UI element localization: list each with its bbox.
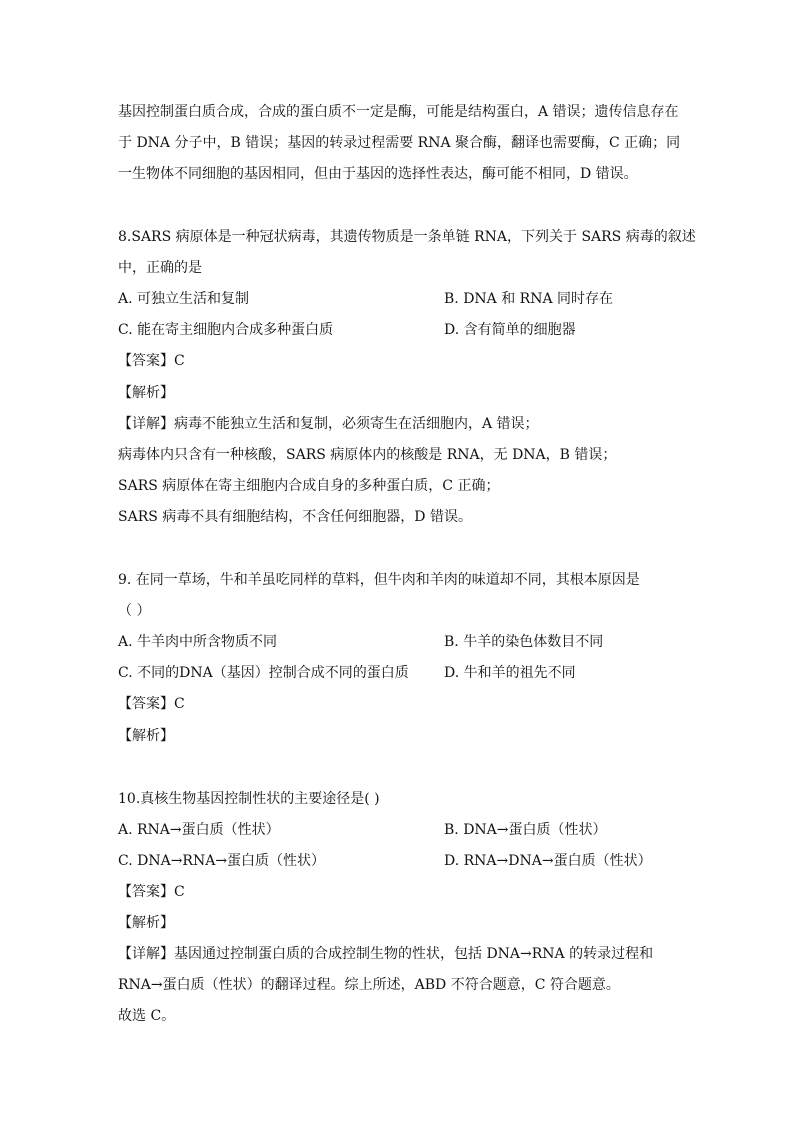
q10-analysis-heading: 【解析】 xyxy=(118,915,174,931)
q9-answer: 【答案】C xyxy=(118,696,185,712)
q8-detail-line-4: SARS 病毒不具有细胞结构，不含任何细胞器，D 错误。 xyxy=(118,509,472,525)
q8-stem-line-2: 中，正确的是 xyxy=(118,260,202,276)
q8-option-a: A. 可独立生活和复制 xyxy=(118,291,250,307)
q10-detail-line-2: RNA→蛋白质（性状）的翻译过程。综上所述，ABD 不符合题意，C 符合题意。 xyxy=(118,977,620,993)
q10-option-d: D. RNA→DNA→蛋白质（性状） xyxy=(444,853,652,869)
q10-stem: 10.真核生物基因控制性状的主要途径是( ) xyxy=(118,791,380,807)
q8-answer: 【答案】C xyxy=(118,353,185,369)
q10-option-c: C. DNA→RNA→蛋白质（性状） xyxy=(118,853,326,869)
q10-answer: 【答案】C xyxy=(118,884,185,900)
q10-option-a: A. RNA→蛋白质（性状） xyxy=(118,822,280,838)
q8-option-b: B. DNA 和 RNA 同时存在 xyxy=(444,291,614,307)
q8-option-c: C. 能在寄主细胞内合成多种蛋白质 xyxy=(118,322,334,338)
q8-detail-line-2: 病毒体内只含有一种核酸，SARS 病原体内的核酸是 RNA，无 DNA，B 错误； xyxy=(118,447,617,463)
q10-detail-line-3: 故选 C。 xyxy=(118,1008,176,1024)
intro-line-3: 一生物体不同细胞的基因相同，但由于基因的选择性表达，酶可能不相同，D 错误。 xyxy=(118,166,638,182)
intro-line-1: 基因控制蛋白质合成，合成的蛋白质不一定是酶，可能是结构蛋白，A 错误；遗传信息存在 xyxy=(118,104,679,120)
q9-option-a: A. 牛羊肉中所含物质不同 xyxy=(118,634,278,650)
q8-detail-line-1: 【详解】病毒不能独立生活和复制，必须寄生在活细胞内，A 错误； xyxy=(118,416,539,432)
q9-analysis-heading: 【解析】 xyxy=(118,728,174,744)
q8-analysis-heading: 【解析】 xyxy=(118,385,174,401)
intro-line-2: 于 DNA 分子中，B 错误；基因的转录过程需要 RNA 聚合酶，翻译也需要酶，C 正确；同 xyxy=(118,135,681,151)
q10-option-b: B. DNA→蛋白质（性状） xyxy=(444,822,607,838)
q9-stem-line-2: （ ） xyxy=(118,603,151,619)
q8-detail-line-3: SARS 病原体在寄主细胞内合成自身的多种蛋白质，C 正确； xyxy=(118,478,500,494)
q9-option-d: D. 牛和羊的祖先不同 xyxy=(444,665,576,681)
q8-option-d: D. 含有简单的细胞器 xyxy=(444,322,576,338)
q8-stem-line-1: 8.SARS 病原体是一种冠状病毒，其遗传物质是一条单链 RNA，下列关于 SARS 病毒的叙述 xyxy=(118,229,696,245)
q10-detail-line-1: 【详解】基因通过控制蛋白质的合成控制生物的性状，包括 DNA→RNA 的转录过程和 xyxy=(118,946,654,962)
q9-stem-line-1: 9. 在同一草场，牛和羊虽吃同样的草料，但牛肉和羊肉的味道却不同，其根本原因是 xyxy=(118,572,640,588)
q9-option-b: B. 牛羊的染色体数目不同 xyxy=(444,634,604,650)
q9-option-c: C. 不同的DNA（基因）控制合成不同的蛋白质 xyxy=(118,665,409,681)
